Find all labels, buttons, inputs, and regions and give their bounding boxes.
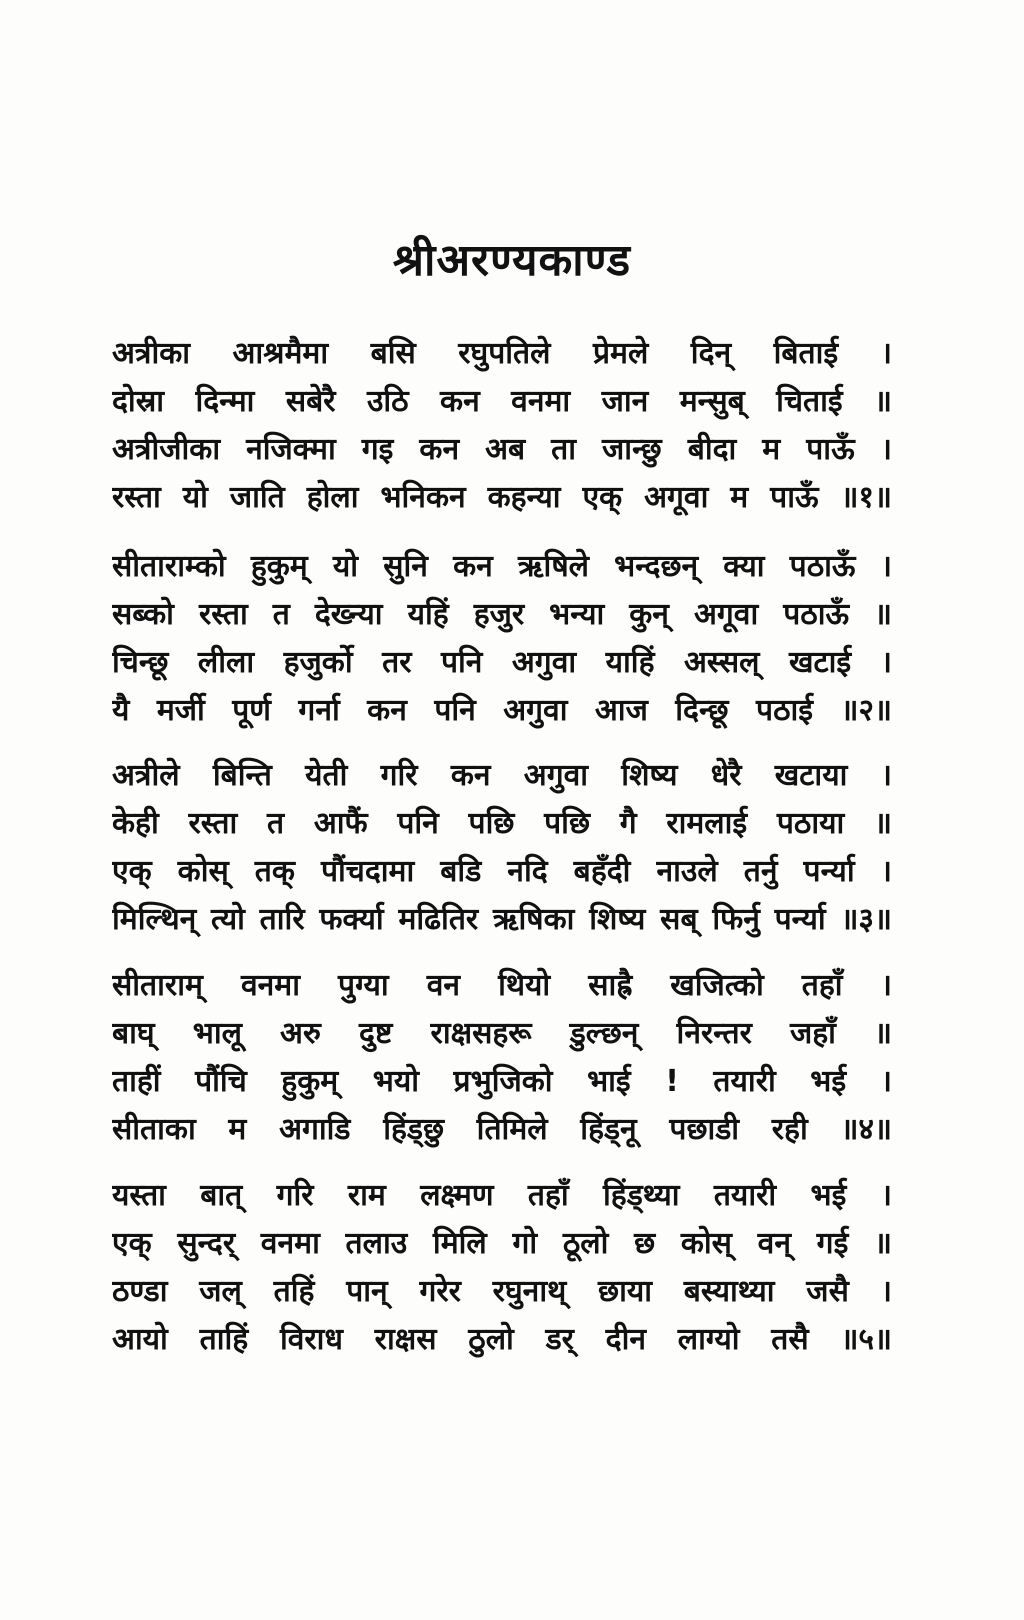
- verse-line: अत्रीका आश्रमैमा बसि रघुपतिले प्रेमले दिन् बिताई ।: [112, 336, 892, 371]
- stanza-1: [112, 330, 892, 522]
- verse-line: एक् सुन्दर् वनमा तलाउ मिलि गो ठूलो छ कोस् वन् गई ॥: [112, 1226, 892, 1261]
- stanza-4: [112, 962, 892, 1154]
- stanza-5: [112, 1172, 892, 1364]
- verse-line: मिल्थिन् त्यो तारि फर्क्या मढितिर ऋषिका शिष्य सब् फिर्नु पर्न्या ॥३॥: [112, 902, 892, 937]
- verse-line: यस्ता बात् गरि राम लक्ष्मण तहाँ हिंड्थ्या तयारी भई ।: [112, 1178, 892, 1213]
- verse-line: सब्को रस्ता त देख्न्या यहिं हजुर भन्या कुन् अगूवा पठाऊँ ॥: [112, 597, 892, 632]
- verse-line: सीताका म अगाडि हिंड्छु तिमिले हिंड्नू पछाडी रही ॥४॥: [112, 1112, 892, 1147]
- verse-line: ठण्डा जल् तहिं पान् गरेर रघुनाथ् छाया बस्याथ्या जसै ।: [112, 1274, 892, 1309]
- verse-line: अत्रीजीका नजिक्मा गइ कन अब ता जान्छु बीदा म पाऊँ ।: [112, 432, 892, 467]
- stanza-3: [112, 752, 892, 944]
- verse-line: केही रस्ता त आफैं पनि पछि पछि गै रामलाई पठाया ॥: [112, 806, 892, 841]
- chapter-title: श्रीअरण्यकाण्ड: [392, 235, 632, 286]
- verse-line: रस्ता यो जाति होला भनिकन कहन्या एक् अगूवा म पाऊँ ॥१॥: [112, 480, 892, 515]
- verse-line: ताहीं पौंचि हुकुम् भयो प्रभुजिको भाई ! तयारी भई ।: [112, 1064, 892, 1099]
- verse-line: अत्रीले बिन्ति येती गरि कन अगुवा शिष्य धेरै खटाया ।: [112, 758, 892, 793]
- verse-line: यै मर्जी पूर्ण गर्ना कन पनि अगुवा आज दिन्छू पठाई ॥२॥: [112, 693, 892, 728]
- verse-line: दोस्रा दिन्मा सबेरै उठि कन वनमा जान मन्सुब् चिताई ॥: [112, 384, 892, 419]
- verse-line: एक् कोस् तक् पौंचदामा बडि नदि बहँदी नाउले तर्नु पर्न्या ।: [112, 854, 892, 889]
- verse-line: सीताराम्को हुकुम् यो सुनि कन ऋषिले भन्दछन् क्या पठाऊँ ।: [112, 549, 892, 584]
- verse-line: आयो ताहिं विराध राक्षस ठुलो डर् दीन लाग्यो तसै ॥५॥: [112, 1322, 892, 1357]
- verse-line: बाघ् भालू अरु दुष्ट राक्षसहरू डुल्छन् निरन्तर जहाँ ॥: [112, 1016, 892, 1051]
- verse-line: सीताराम् वनमा पुग्या वन थियो साह्रै खजित्को तहाँ ।: [112, 968, 892, 1003]
- stanza-2: [112, 543, 892, 735]
- verse-line: चिन्छू लीला हजुर्को तर पनि अगुवा याहिं अस्सल् खटाई ।: [112, 645, 892, 680]
